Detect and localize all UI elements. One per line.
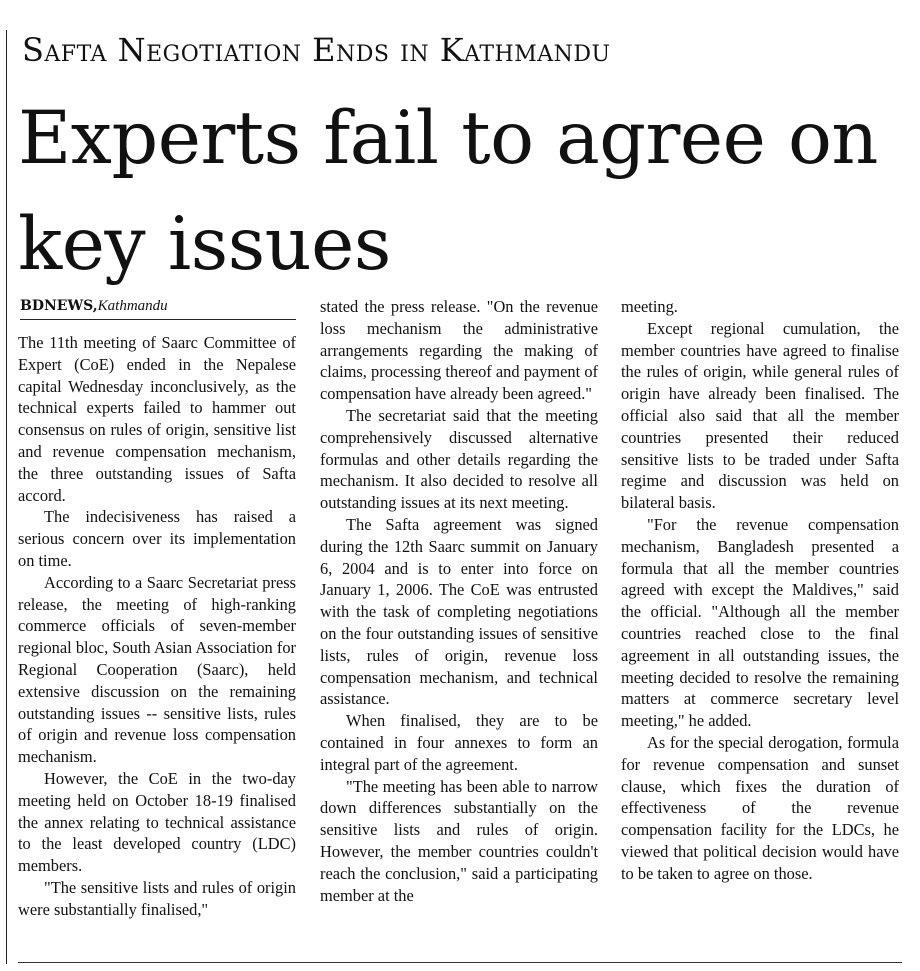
bottom-rule: [18, 962, 902, 963]
paragraph: The indecisiveness has raised a serious concern over its implementation on time.: [18, 507, 296, 570]
article-column-2: [320, 296, 598, 906]
paragraph: stated the press release. "On the revenue loss mechanism the administrative arrangements regarding the making of claims, processing thereof and payment of compensation have already been agreed.": [320, 297, 598, 404]
paragraph: meeting.: [621, 297, 678, 316]
paragraph: The 11th meeting of Saarc Committee of Expert (CoE) ended in the Nepalese capital Wednesday inconclusively, as the technical experts failed to hammer out consensus on rules of origin, sensitive list and revenue compensation mechanism, the three outstanding issues of Safta accord.: [18, 333, 296, 505]
paragraph: When finalised, they are to be contained in four annexes to form an integral part of the agreement.: [320, 711, 598, 774]
paragraph: The secretariat said that the meeting comprehensively discussed alternative formulas and other details regarding the mechanism. It also decided to resolve all outstanding issues at its next meeting.: [320, 405, 598, 513]
byline-agency: BDNEWS,: [20, 298, 98, 314]
paragraph: However, the CoE in the two-day meeting held on October 18-19 finalised the annex relating to technical assistance to the least developed country (LDC) members.: [18, 768, 296, 876]
article-column-1: [18, 332, 296, 921]
article-kicker: Safta Negotiation Ends in Kathmandu: [22, 31, 611, 69]
byline: [20, 296, 296, 320]
article-column-3: [621, 296, 899, 885]
paragraph: "For the revenue compensation mechanism, Bangladesh presented a formula that all the member countries agreed with except the Maldives," said the official. "Although all the member countries reached close to the final agreement in all outstanding issues, the meeting decided to resolve the remaining matters at commerce secretary level meeting," he added.: [621, 514, 899, 731]
paragraph: Except regional cumulation, the member countries have agreed to finalise the rules of origin, while general rules of origin have already been finalised. The official also said that all the member countries presented their reduced sensitive lists to be traded under Safta regime and discussion was held on bilateral basis.: [621, 318, 899, 513]
paragraph: As for the special derogation, formula for revenue compensation and sunset clause, which fixes the duration of effectiveness of the revenue compensation facility for the LDCs, he viewed that political decision would have to be taken to agree on those.: [621, 732, 899, 883]
paragraph: "The sensitive lists and rules of origin were substantially finalised,": [18, 877, 296, 919]
article-headline: Experts fail to agree on key issues: [18, 96, 878, 287]
paragraph: "The meeting has been able to narrow down differences substantially on the sensitive lists and rules of origin. However, the member countries couldn't reach the conclusion," said a participating member at the: [320, 776, 598, 905]
byline-place: Kathmandu: [97, 298, 168, 314]
left-column-rule: [6, 30, 7, 964]
paragraph: The Safta agreement was signed during the 12th Saarc summit on January 6, 2004 and is to enter into force on January 1, 2006. The CoE was entrusted with the task of completing negotiations on the four outstanding issues of sensitive lists, rules of origin, revenue loss compensation mechanism, and technical assistance.: [320, 514, 598, 709]
paragraph: According to a Saarc Secretariat press release, the meeting of high-ranking commerce officials of seven-member regional bloc, South Asian Association for Regional Cooperation (Saarc), held extensive discussion on the remaining outstanding issues -- sensitive lists, rules of origin and revenue loss compensation mechanism.: [18, 572, 296, 767]
